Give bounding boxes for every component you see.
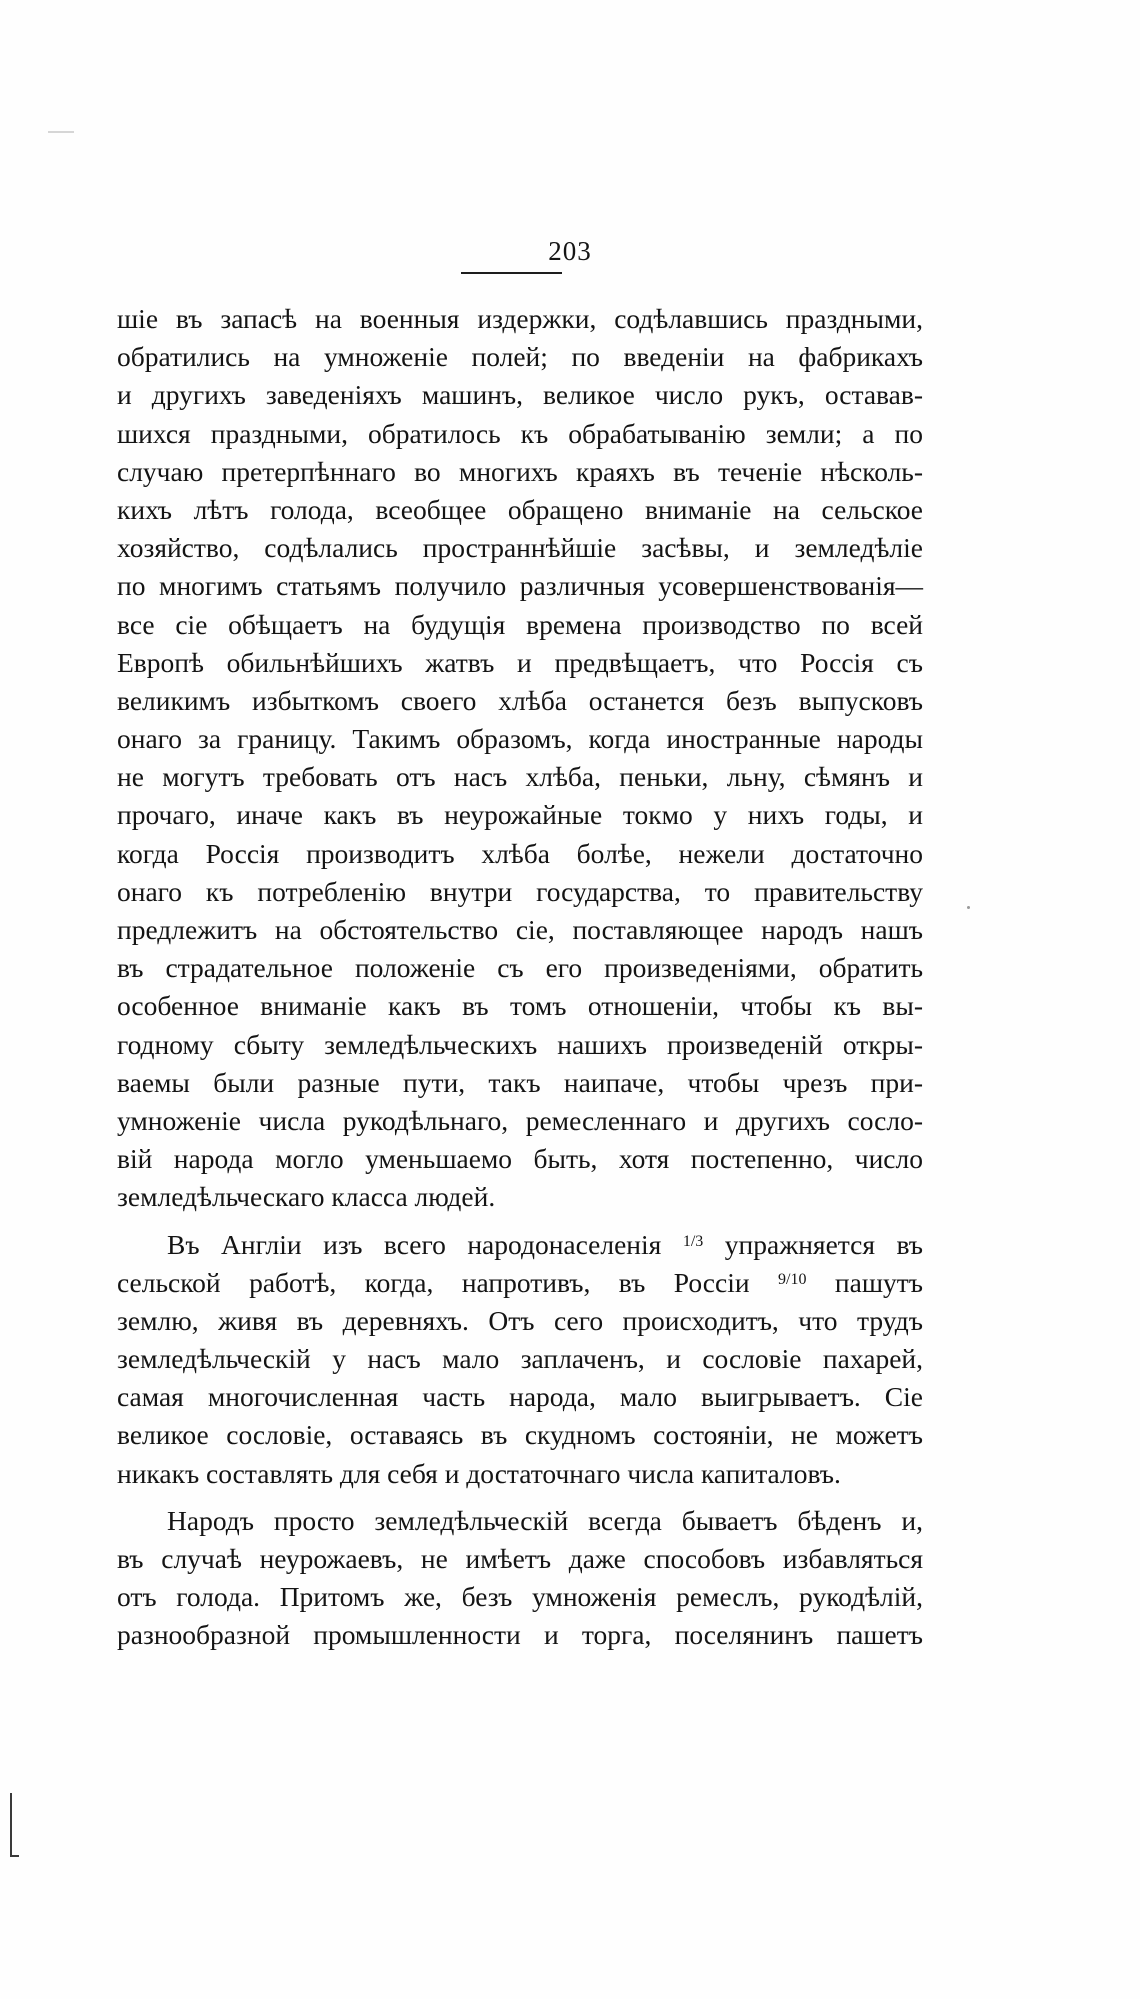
text-line: разнообразной промышленности и торга, поселянинъ пашетъ <box>117 1619 923 1651</box>
text-line: по многимъ статьямъ получило различныя усовершенствованія— <box>117 570 923 602</box>
margin-scan-mark <box>10 1855 19 1857</box>
text-line: все сіе обѣщаетъ на будущія времена производство по всей <box>117 608 923 640</box>
page-number: 203 <box>548 236 592 266</box>
text-line: земледѣльческій у насъ мало заплаченъ, и сословіе пахарей, <box>117 1343 923 1375</box>
text-line: и другихъ заведеніяхъ машинъ, великое число рукъ, оставав- <box>117 379 923 411</box>
text-line: особенное вниманіе какъ въ томъ отношеніи, чтобы къ вы- <box>117 990 923 1022</box>
fraction-one-third: 1/3 <box>682 1232 704 1250</box>
text-line-with-fraction <box>117 1226 923 1264</box>
text-line: не могутъ требовать отъ насъ хлѣба, пеньки, льну, сѣмянъ и <box>117 761 923 793</box>
text-line: великое сословіе, оставаясь въ скудномъ состояніи, не можетъ <box>117 1419 923 1451</box>
text-line: самая многочисленная часть народа, мало выигрываетъ. Сіе <box>117 1381 923 1413</box>
paper-speck <box>967 906 970 909</box>
paragraph <box>117 1226 923 1493</box>
text-line: шихся праздными, обратилось къ обрабатыванію земли; а по <box>117 417 923 449</box>
page-number-underline <box>461 272 562 274</box>
text-line: умноженіе числа рукодѣльнаго, ремесленнаго и другихъ сосло- <box>117 1104 923 1136</box>
body-text <box>117 300 923 1655</box>
text-line: въ страдательное положеніе съ его произведеніями, обратить <box>117 952 923 984</box>
margin-scan-mark <box>10 1793 12 1855</box>
text-line: отъ голода. Притомъ же, безъ умноженія ремеслъ, рукодѣлій, <box>117 1581 923 1613</box>
text-line: Народъ просто земледѣльческій всегда бываетъ бѣденъ и, <box>167 1504 923 1536</box>
paragraph-gap <box>117 1217 923 1226</box>
text-line: никакъ составлять для себя и достаточнаго числа капиталовъ. <box>117 1457 841 1489</box>
paragraph-gap <box>117 1493 923 1502</box>
text-line: когда Россія производитъ хлѣба болѣе, нежели достаточно <box>117 837 923 869</box>
text-line: годному сбыту земледѣльческихъ нашихъ произведеній откры- <box>117 1028 923 1060</box>
text-line: въ случаѣ неурожаевъ, не имѣетъ даже способовъ избавляться <box>117 1543 923 1574</box>
paragraph <box>117 1502 923 1655</box>
text-line: вій народа могло уменьшаемо быть, хотя постепенно, число <box>117 1143 923 1175</box>
text-line: онаго къ потребленію внутри государства, то правительству <box>117 875 923 907</box>
text-line: шіе въ запасѣ на военныя издержки, содѣлавшись праздными, <box>117 303 923 334</box>
text-line: обратились на умноженіе полей; по введеніи на фабрикахъ <box>117 341 923 373</box>
text-line-with-fraction <box>117 1264 923 1302</box>
text-line: кихъ лѣтъ голода, всеобщее обращено вниманіе на сельское <box>117 493 923 525</box>
text-line: Европѣ обильнѣйшихъ жатвъ и предвѣщаетъ, что Россія съ <box>117 646 923 678</box>
text-segment: пашутъ <box>806 1266 923 1298</box>
text-line: предлежитъ на обстоятельство сіе, поставляющее народъ нашъ <box>117 914 923 945</box>
fraction-nine-tenths: 9/10 <box>778 1270 807 1288</box>
text-line: онаго за границу. Такимъ образомъ, когда иностранные народы <box>117 723 923 755</box>
text-line: землю, живя въ деревняхъ. Отъ сего происходитъ, что трудъ <box>117 1304 923 1336</box>
text-line: ваемы были разные пути, такъ наипаче, чтобы чрезъ при- <box>117 1066 923 1098</box>
text-line: хозяйство, содѣлались пространнѣйшіе засѣвы, и земледѣліе <box>117 532 923 564</box>
text-line: великимъ избыткомъ своего хлѣба останется безъ выпусковъ <box>117 684 923 716</box>
text-line: прочаго, иначе какъ въ неурожайные токмо у нихъ годы, и <box>117 799 923 831</box>
text-line: земледѣльческаго класса людей. <box>117 1181 496 1213</box>
paragraph <box>117 300 923 1217</box>
text-line: случаю претерпѣннаго во многихъ краяхъ въ теченіе нѣсколь- <box>117 455 923 487</box>
text-segment: сельской работѣ, когда, напротивъ, въ Россіи <box>117 1266 779 1298</box>
text-segment: Въ Англіи изъ всего народонаселенія <box>167 1228 683 1260</box>
top-margin-rule <box>48 131 74 133</box>
text-segment: упражняется въ <box>703 1228 923 1260</box>
